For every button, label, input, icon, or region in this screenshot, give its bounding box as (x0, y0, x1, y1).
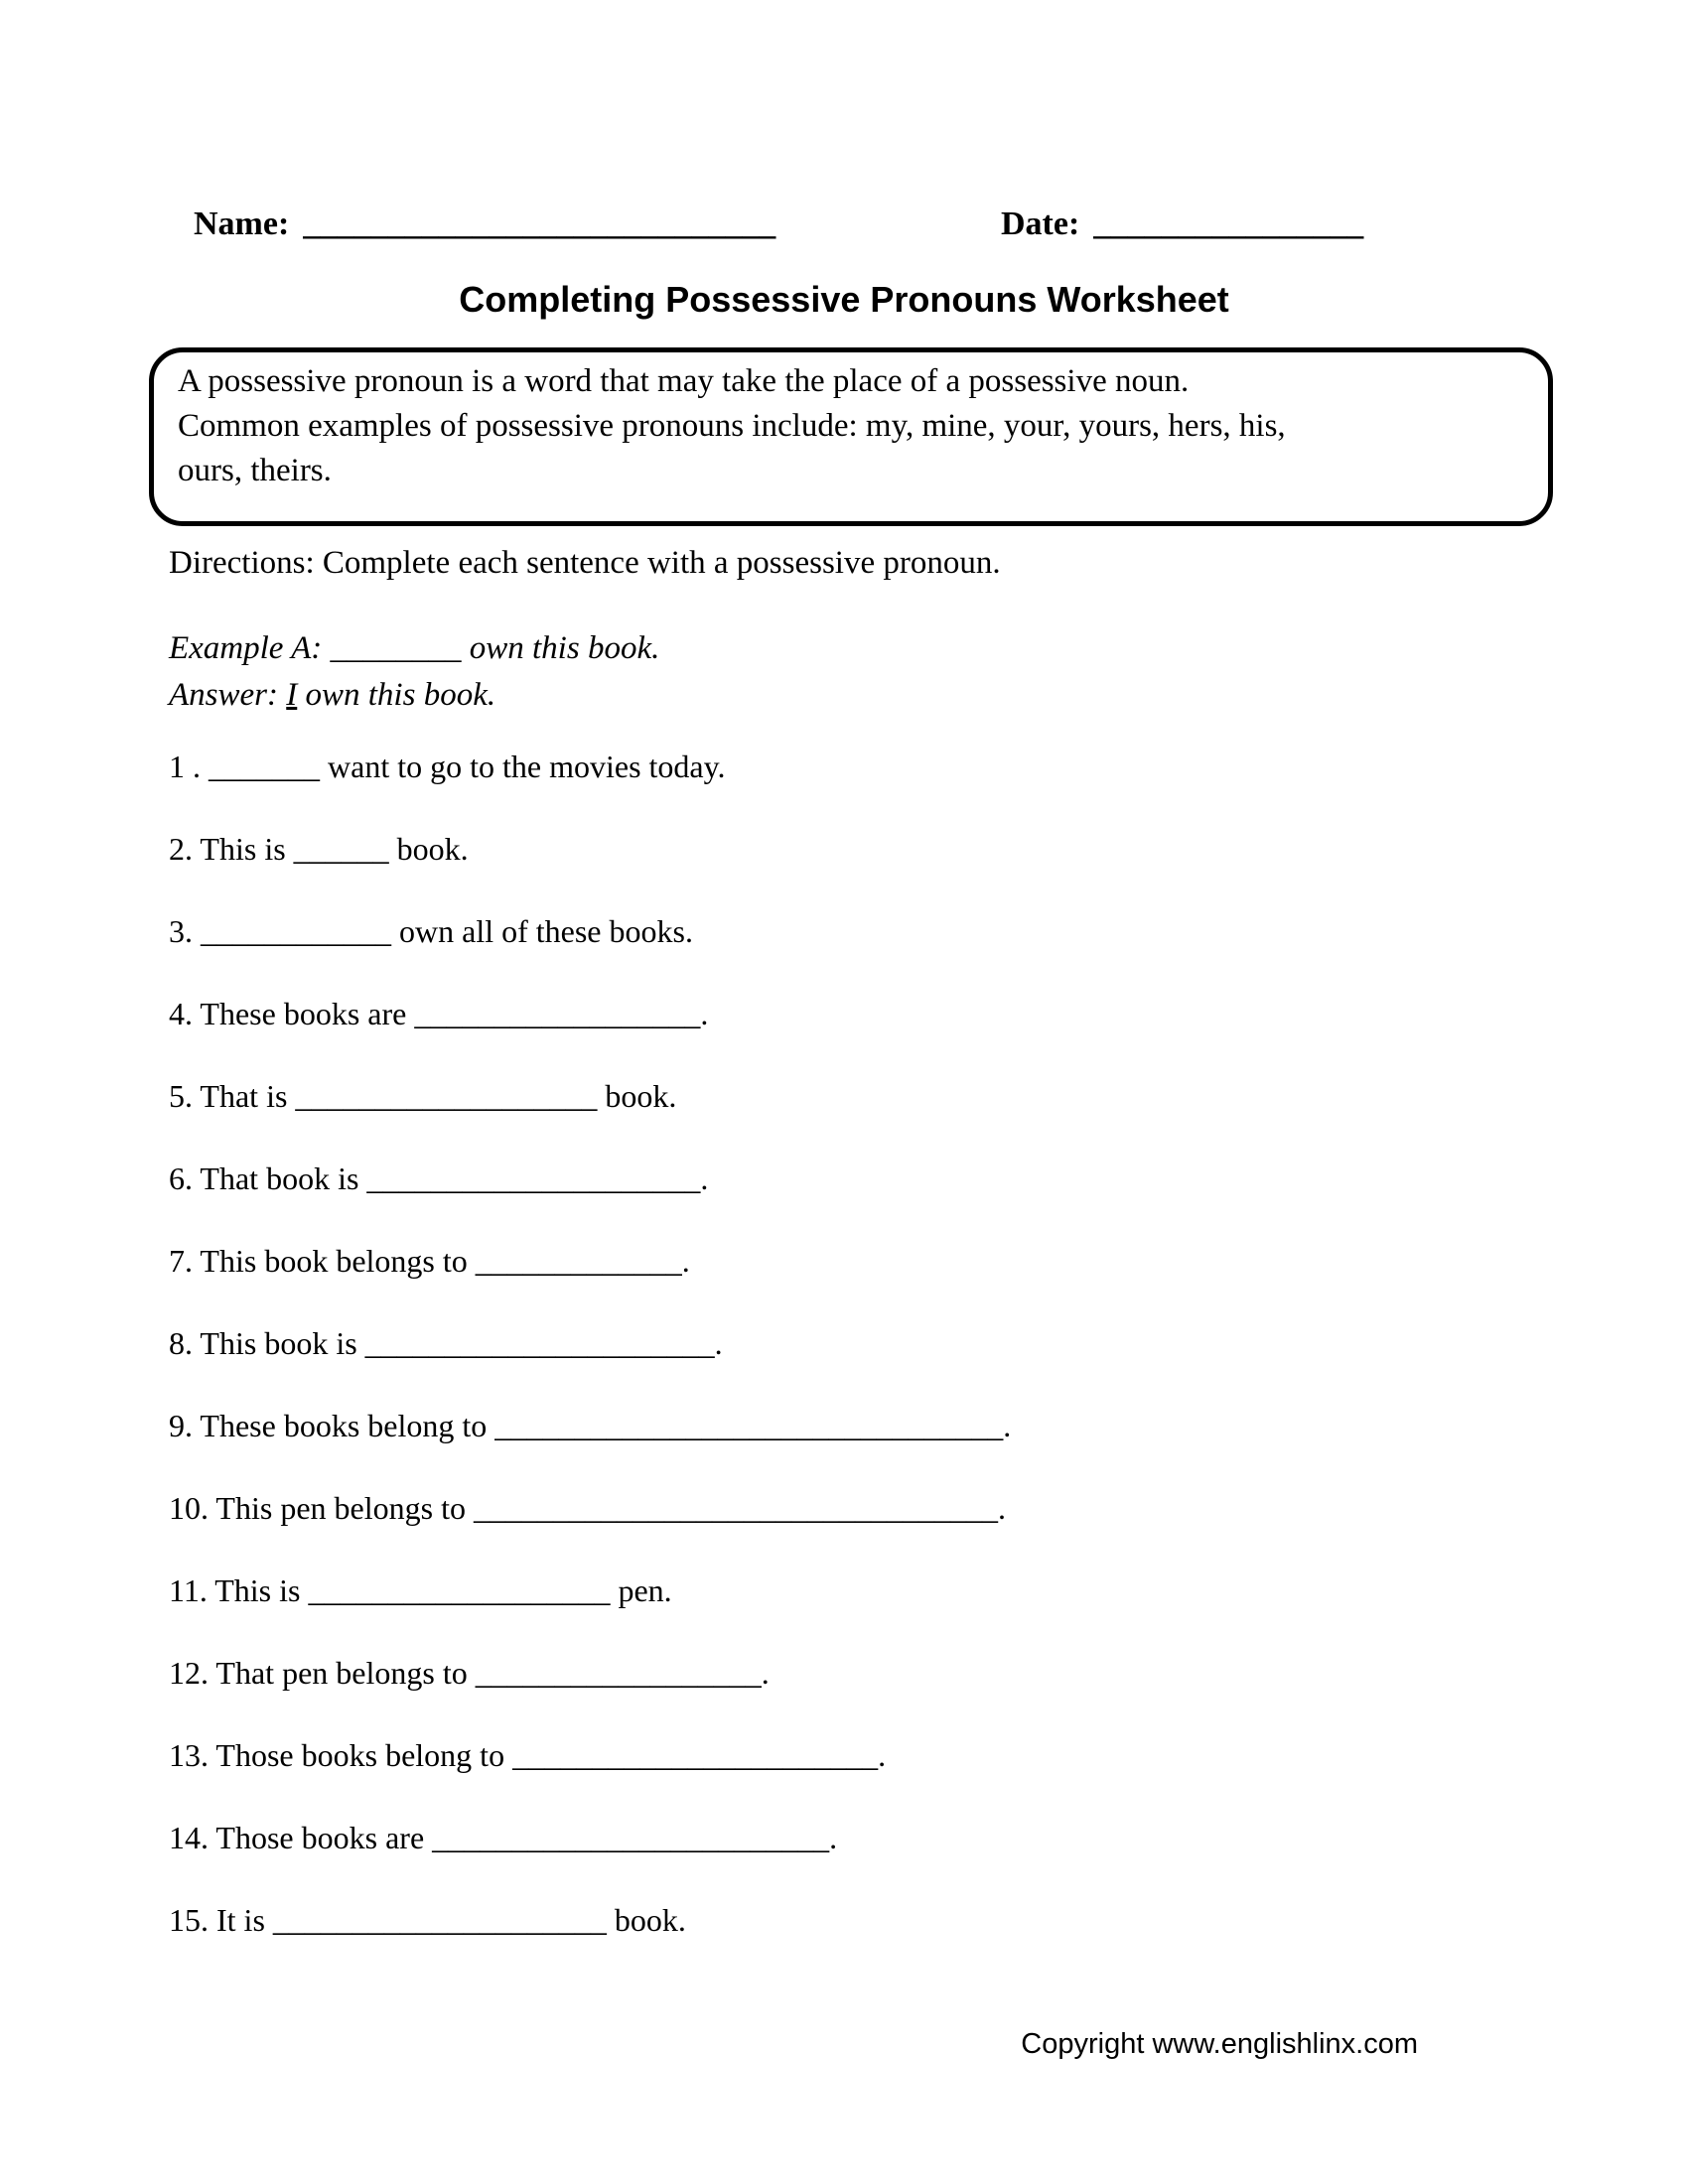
definition-line-1: A possessive pronoun is a word that may take the place of a possessive noun. (178, 363, 1190, 399)
worksheet-item-14: 14. Those books are _________________________. (169, 1820, 838, 1855)
worksheet-item-7: 7. This book belongs to _____________. (169, 1243, 690, 1279)
name-label: Name: (194, 205, 290, 242)
example-a-line: Example A: ________ own this book. (169, 630, 660, 666)
worksheet-item-6: 6. That book is _____________________. (169, 1160, 709, 1196)
worksheet-item-10: 10. This pen belongs to _________________________________. (169, 1490, 1006, 1526)
definition-line-2: Common examples of possessive pronouns include: my, mine, your, yours, hers, his, (178, 408, 1286, 444)
worksheet-item-9: 9. These books belong to ________________________________. (169, 1408, 1012, 1443)
worksheet-item-15: 15. It is _____________________ book. (169, 1902, 686, 1938)
answer-suffix: own this book. (297, 677, 496, 713)
answer-underlined-word: I (286, 677, 298, 713)
name-field (194, 205, 775, 243)
worksheet-item-3: 3. ____________ own all of these books. (169, 913, 693, 949)
example-answer-line (169, 672, 659, 719)
worksheet-item-11: 11. This is ___________________ pen. (169, 1572, 672, 1608)
worksheet-item-5: 5. That is ___________________ book. (169, 1078, 677, 1114)
footer-copyright: Copyright www.englishlinx.com (1021, 2028, 1418, 2060)
name-blank-line: ____________________________ (303, 205, 776, 242)
worksheet-item-4: 4. These books are __________________. (169, 996, 709, 1031)
worksheet-items (169, 747, 1011, 1982)
worksheet-item-8: 8. This book is ______________________. (169, 1325, 723, 1361)
definition-line-3: ours, theirs. (178, 453, 332, 488)
directions-text: Directions: Complete each sentence with a possessive pronoun. (169, 545, 1001, 581)
answer-prefix: Answer: (169, 677, 287, 713)
date-label: Date: (1001, 205, 1080, 242)
worksheet-item-2: 2. This is ______ book. (169, 831, 469, 867)
page-title: Completing Possessive Pronouns Worksheet (459, 279, 1229, 320)
worksheet-item-1: 1 . _______ want to go to the movies today. (169, 749, 726, 784)
worksheet-item-13: 13. Those books belong to _______________________. (169, 1737, 887, 1773)
definition-box (149, 347, 1553, 526)
date-field (1001, 205, 1363, 243)
example-block (169, 625, 659, 719)
date-blank-line: ________________ (1093, 205, 1364, 242)
worksheet-item-12: 12. That pen belongs to __________________. (169, 1655, 770, 1691)
